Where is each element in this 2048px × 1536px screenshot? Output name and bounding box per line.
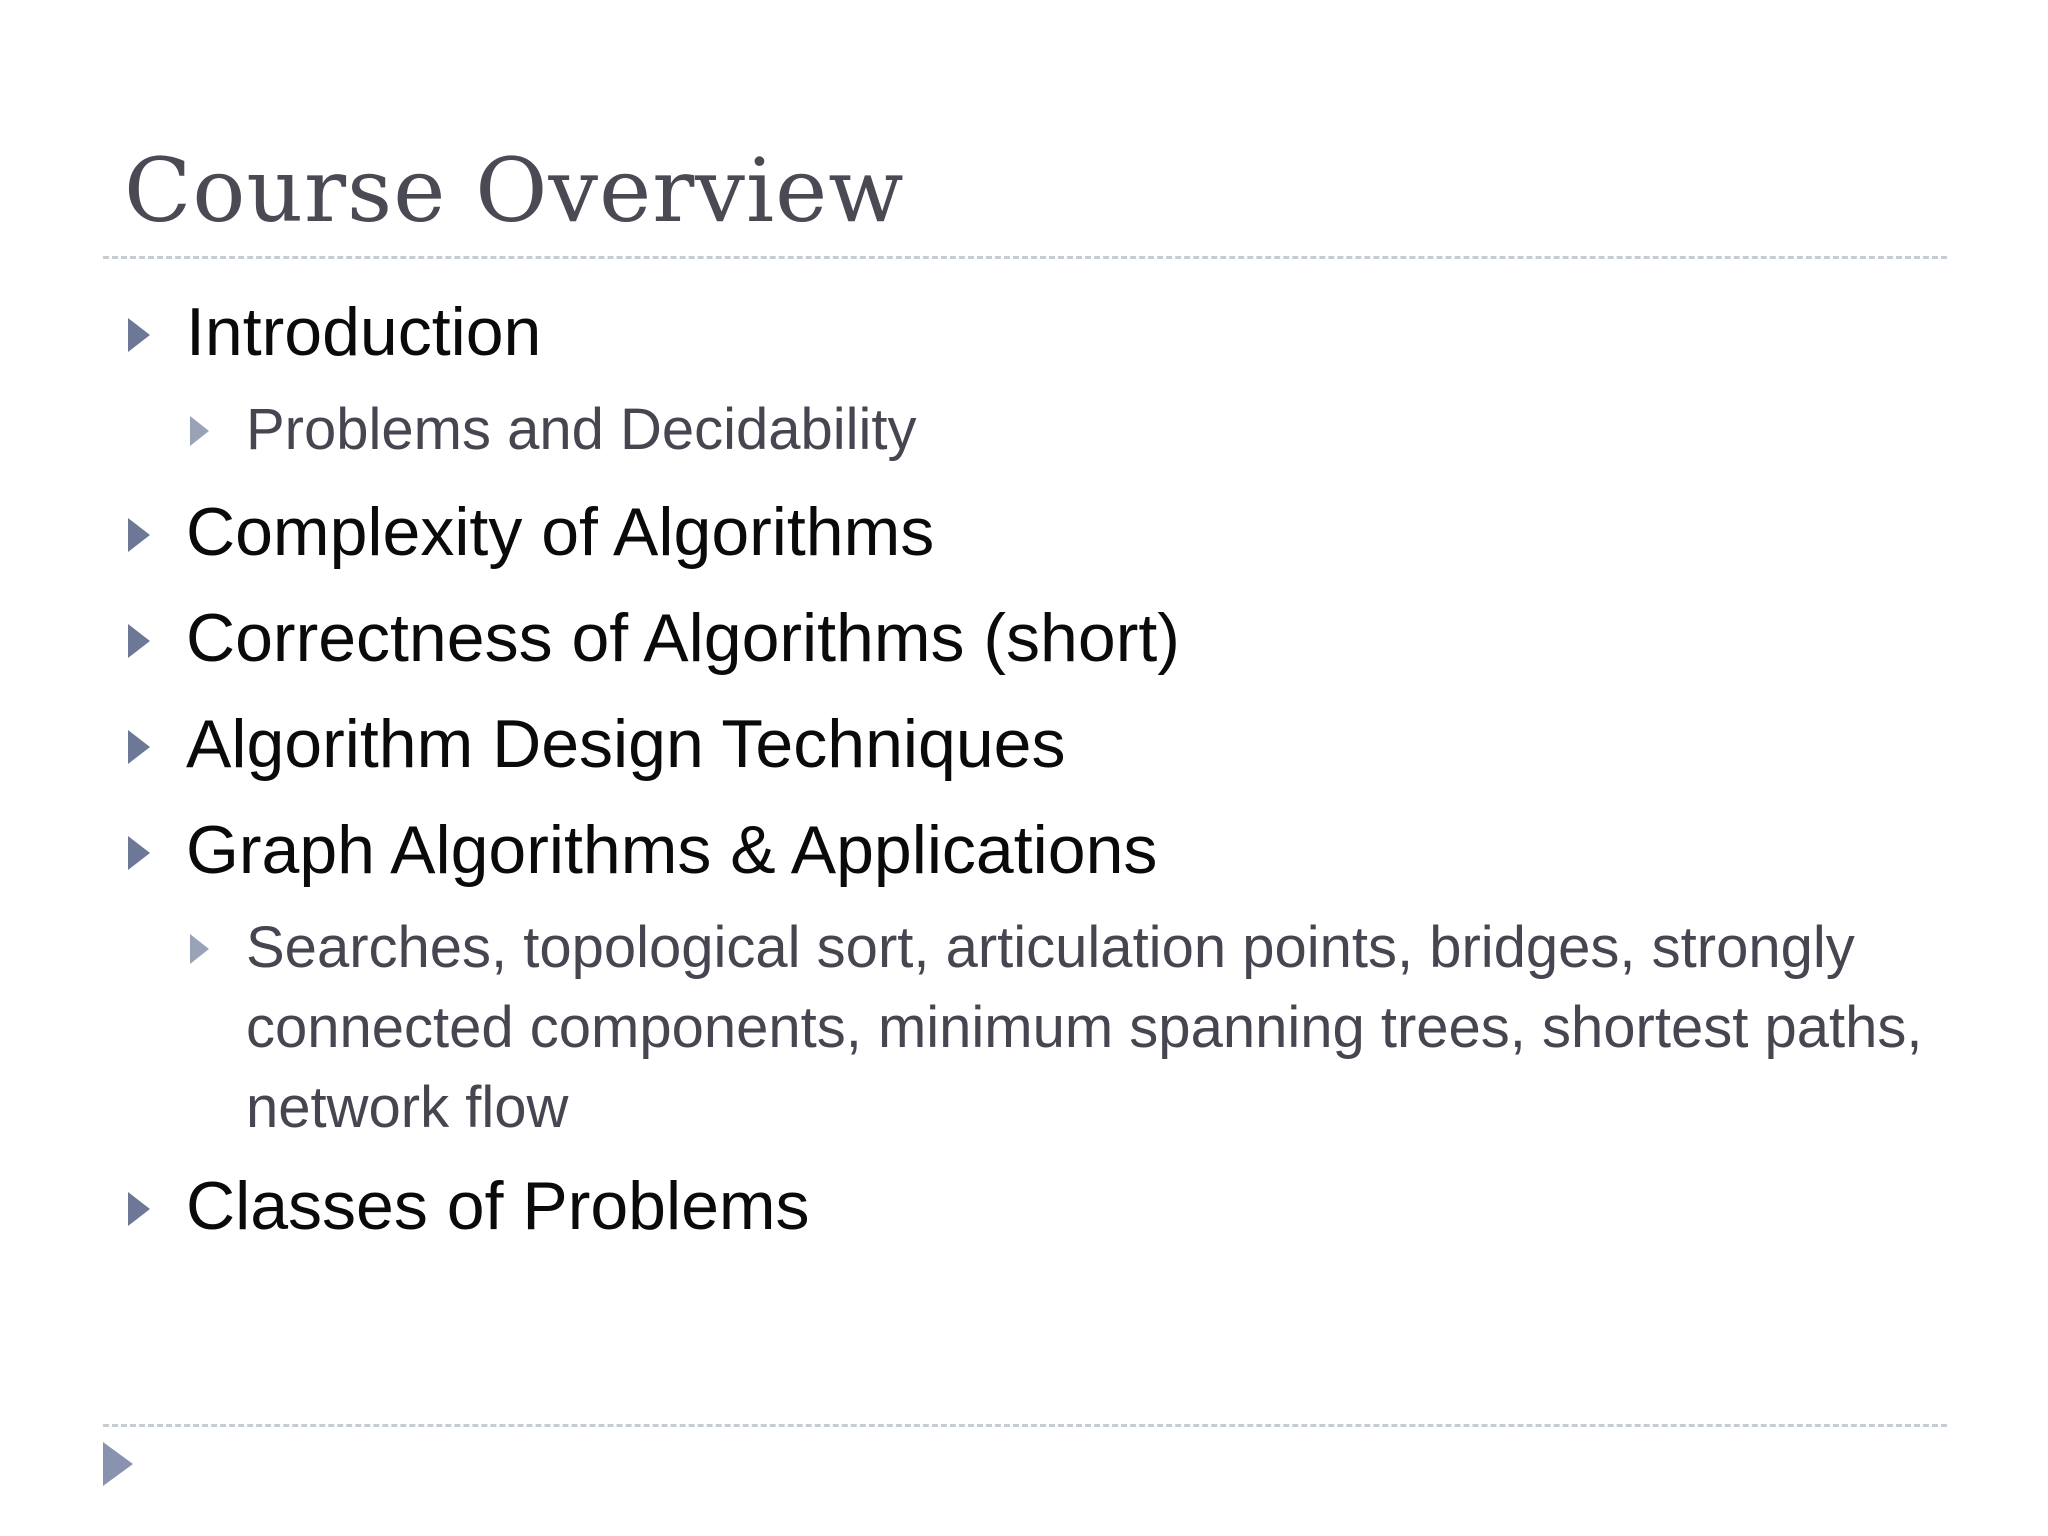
triangle-right-icon — [128, 836, 150, 870]
triangle-right-icon — [128, 518, 150, 552]
triangle-right-icon — [128, 318, 150, 352]
list-item-label: Classes of Problems — [186, 1168, 810, 1244]
list-item-label: Complexity of Algorithms — [186, 494, 935, 570]
triangle-right-icon — [190, 934, 209, 964]
list-item-label: Graph Algorithms & Applications — [186, 812, 1158, 888]
triangle-right-icon — [190, 416, 209, 446]
footer-divider — [103, 1424, 1947, 1427]
triangle-right-icon — [128, 1192, 150, 1226]
list-item-label: Algorithm Design Techniques — [186, 706, 1066, 782]
list-subitem-label: Searches, topological sort, articulation points, bridges, strongly connected components, minimum spanning trees, shortest paths, network flow — [246, 915, 1923, 1140]
triangle-right-icon — [128, 624, 150, 658]
triangle-right-icon — [128, 730, 150, 764]
slide-title: Course Overview — [124, 139, 905, 242]
list-subitem-label: Problems and Decidability — [246, 397, 917, 462]
list-item-label: Correctness of Algorithms (short) — [186, 600, 1180, 676]
list-item-label: Introduction — [186, 294, 542, 370]
triangle-right-icon — [103, 1442, 133, 1486]
